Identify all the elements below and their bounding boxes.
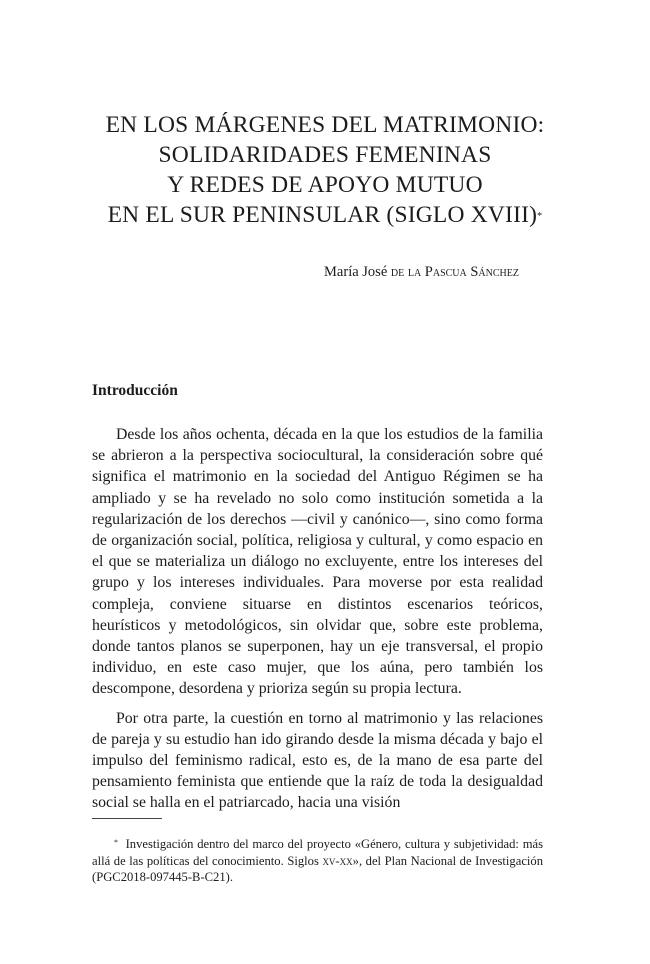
- footnote-text-after: », del Plan Nacional de Investigación (PGC2018-097445-B-C21).: [92, 853, 543, 884]
- body-text: [92, 424, 543, 822]
- author-given-name: María José: [324, 264, 388, 280]
- title-line-last: [60, 200, 590, 230]
- title-line: EN LOS MÁRGENES DEL MATRIMONIO:: [105, 112, 545, 138]
- paragraph: Desde los años ochenta, década en la que los estudios de la familia se abrieron a la perspectiva sociocultural, la consideración sobre qué significa el matrimonio en la sociedad del Antiguo Régimen se ha ampliado y se ha revelado no solo como institución sometida a la regularización de los derechos —civil y canónico—, sino como forma de organización social, política, religiosa y cultural, y como espacio en el que se materializa un diálogo no excluyente, entre los intereses del grupo y los intereses individuales. Para moverse por esta realidad compleja, conviene situarse en distintos escenarios teóricos, heurísticos y metodológicos, sin olvidar que, sobre este problema, donde tantos planos se superponen, hay un eje transversal, el propio individuo, en este caso mujer, que los aúna, pero también los descompone, desordena y prioriza según su propia lectura.: [92, 426, 543, 698]
- title-footnote-marker: *: [537, 211, 543, 222]
- footnote-text: [92, 836, 543, 886]
- footnote: [92, 836, 543, 886]
- author-surname: de la Pascua Sánchez: [390, 264, 519, 280]
- author-name: [324, 264, 519, 281]
- title-line: SOLIDARIDADES FEMENINAS: [158, 142, 492, 168]
- chapter-title: [60, 110, 590, 230]
- title-line-text: EN EL SUR PENINSULAR (SIGLO XVIII): [107, 202, 538, 228]
- title-line: Y REDES DE APOYO MUTUO: [167, 172, 483, 198]
- footnote-marker: *: [114, 838, 118, 847]
- footnote-centuries: xv-xx: [322, 853, 353, 868]
- footnote-text-before: Investigación dentro del marco del proyecto «Género, cultura y subjetividad: más allá de las políticas del conocimiento. Siglos: [92, 837, 543, 868]
- paragraph: Por otra parte, la cuestión en torno al matrimonio y las relaciones de pareja y su estudio han ido girando desde la misma década y bajo el impulso del feminismo radical, esto es, de la mano de esa parte del pensamiento feminista que entiende que la raíz de toda la desigualdad social se halla en el patriarcado, hacia una visión: [92, 709, 543, 812]
- section-heading: Introducción: [92, 382, 178, 399]
- footnote-divider: [92, 818, 162, 819]
